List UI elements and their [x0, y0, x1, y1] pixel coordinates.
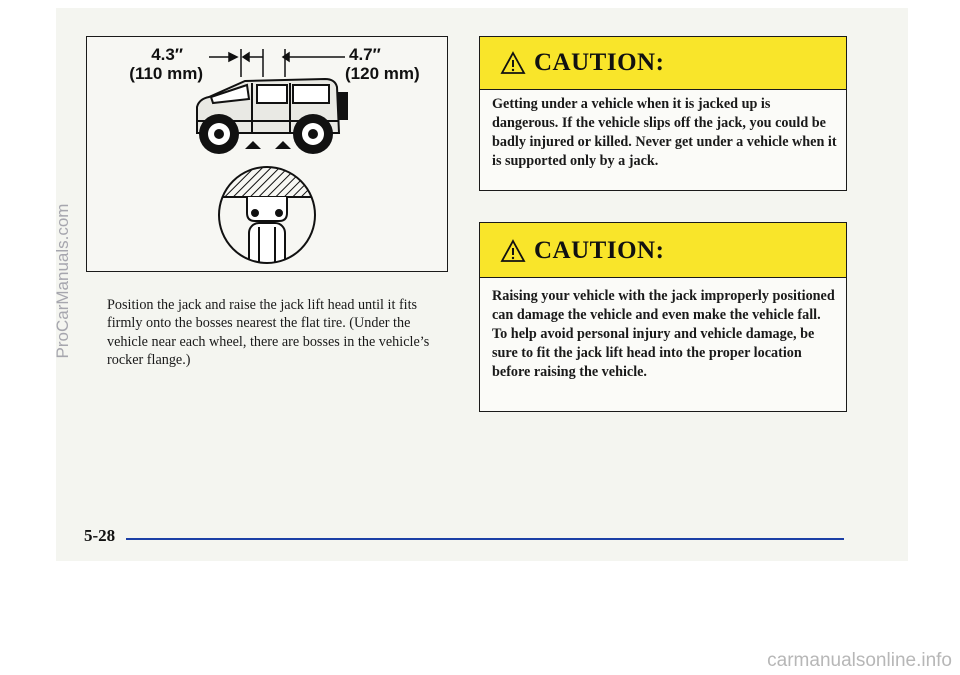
warning-triangle-icon — [500, 51, 526, 75]
bottom-watermark: carmanualsonline.info — [767, 650, 952, 671]
wheel-rear — [293, 114, 333, 154]
caution-title: CAUTION: — [534, 237, 665, 264]
caution-message: Raising your vehicle with the jack improperly positioned can damage the vehicle and even make the vehicle fall. To help avoid personal injury and vehicle damage, be sure to fit the jack lift head into the proper location before raising the vehicle. — [492, 288, 835, 380]
footer-rule — [126, 538, 844, 540]
jack-head-detail — [215, 165, 325, 271]
side-watermark: ProCarManuals.com — [53, 203, 72, 359]
vehicle-jack-illustration — [87, 37, 447, 271]
wheel-front — [199, 114, 239, 154]
warning-triangle-icon — [500, 239, 526, 263]
caution-box-jack-position — [479, 222, 847, 412]
jack-position-figure — [86, 36, 448, 272]
instruction-paragraph: Position the jack and raise the jack lift head until it fits firmly onto the bosses nearest the flat tire. (Under the vehicle near each wheel, there are bosses in the vehicle’s rocker flange.) — [107, 297, 430, 369]
rear-dimension-label: 4.7″ (120 mm) — [345, 45, 420, 83]
front-jack-point-marker — [245, 141, 261, 149]
caution-box-jack-support — [479, 36, 847, 191]
caution-message: Getting under a vehicle when it is jacked up is dangerous. If the vehicle slips off the jack, you could be badly injured or killed. Never get under a vehicle when it is supported only by a jack. — [492, 96, 837, 169]
caution-title: CAUTION: — [534, 49, 665, 76]
caution-header — [480, 37, 846, 90]
caution-header — [480, 223, 846, 278]
front-dimension-label: 4.3″ (110 mm) — [129, 45, 203, 83]
manual-page — [53, 8, 908, 561]
rear-jack-point-marker — [275, 141, 291, 149]
page-number: 5-28 — [84, 526, 116, 545]
